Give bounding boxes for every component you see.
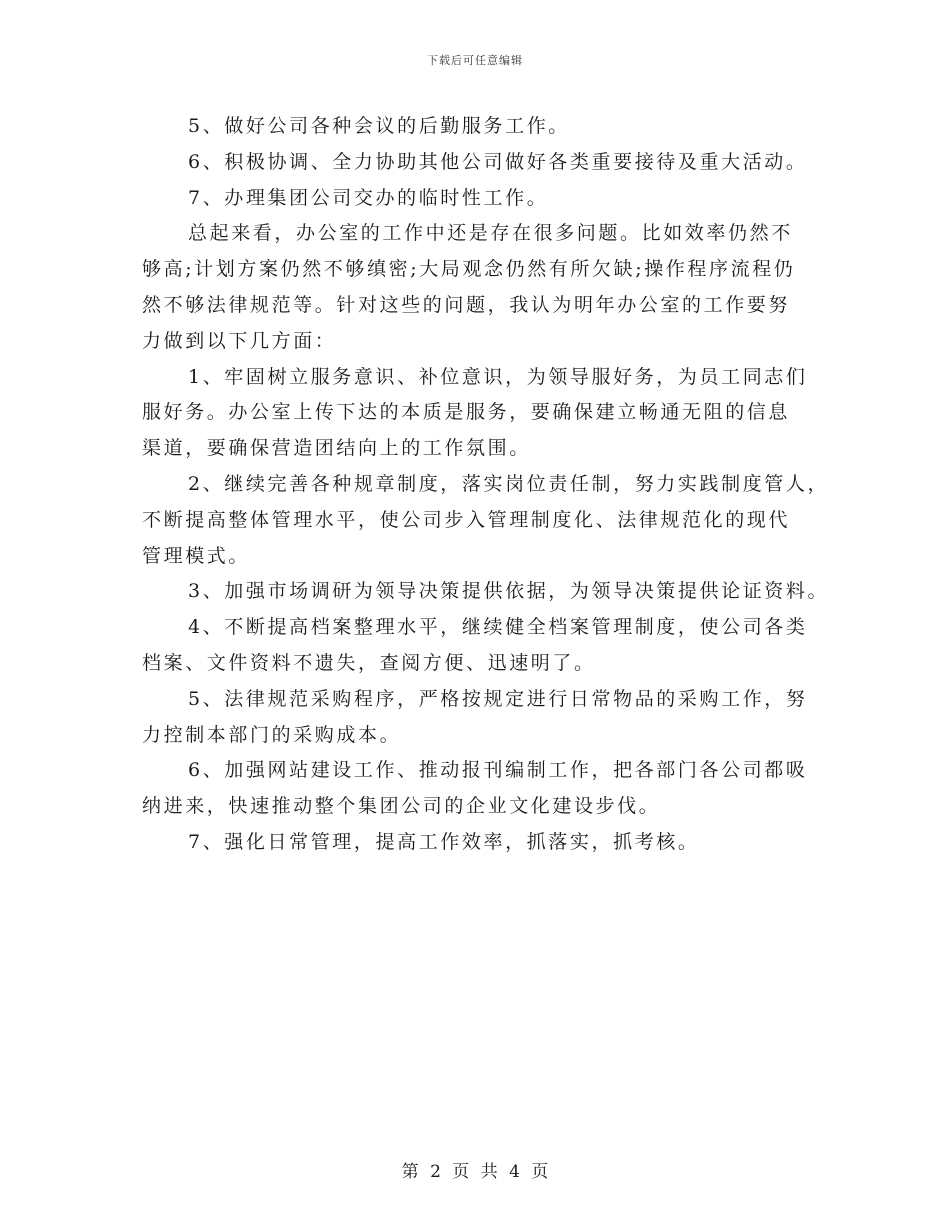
text-line: 7、办理集团公司交办的临时性工作。 <box>188 186 549 209</box>
text-line: 纳进来，快速推动整个集团公司的企业文化建设步伐。 <box>142 795 661 818</box>
text-line: 不断提高整体管理水平，使公司步入管理制度化、法律规范化的现代 <box>142 508 791 531</box>
text-line: 渠道，要确保营造团结向上的工作氛围。 <box>142 437 531 460</box>
text-line: 3、加强市场调研为领导决策提供依据，为领导决策提供论证资料。 <box>188 580 830 603</box>
footer-prefix: 第 <box>401 1162 419 1182</box>
text-line: 6、积极协调、全力协助其他公司做好各类重要接待及重大活动。 <box>188 150 808 173</box>
header-note: 下载后可任意编辑 <box>427 54 523 67</box>
text-line: 力做到以下几方面： <box>142 329 337 352</box>
text-line: 力控制本部门的采购成本。 <box>142 723 402 746</box>
text-line: 1、牢固树立服务意识、补位意识，为领导服好务，为员工同志们 <box>188 365 808 388</box>
text-line: 然不够法律规范等。针对这些的问题，我认为明年办公室的工作要努 <box>142 293 791 316</box>
text-line: 6、加强网站建设工作、推动报刊编制工作，把各部门各公司都吸 <box>188 759 808 782</box>
text-line: 5、做好公司各种会议的后勤服务工作。 <box>188 115 570 137</box>
text-line: 够高;计划方案仍然不够缜密;大局观念仍然有所欠缺;操作程序流程仍 <box>142 258 796 281</box>
text-line: 总起来看，办公室的工作中还是存在很多问题。比如效率仍然不 <box>188 222 793 245</box>
text-line: 管理模式。 <box>142 544 251 567</box>
footer-middle: 页 共 <box>452 1162 498 1182</box>
footer-total-pages: 4 <box>509 1162 520 1182</box>
text-line: 4、不断提高档案整理水平，继续健全档案管理制度，使公司各类 <box>188 616 808 639</box>
text-line: 服好务。办公室上传下达的本质是服务，要确保建立畅通无阻的信息 <box>142 401 791 424</box>
text-line: 档案、文件资料不遗失，查阅方便、迅速明了。 <box>142 651 596 674</box>
footer-suffix: 页 <box>531 1162 549 1182</box>
footer-current-page: 2 <box>430 1162 441 1182</box>
text-line: 5、法律规范采购程序，严格按规定进行日常物品的采购工作，努 <box>188 687 808 710</box>
page-footer <box>0 1157 950 1182</box>
text-line: 7、强化日常管理，提高工作效率，抓落实，抓考核。 <box>188 830 700 853</box>
text-line: 2、继续完善各种规章制度，落实岗位责任制，努力实践制度管人， <box>188 472 830 495</box>
document-body <box>142 112 830 864</box>
